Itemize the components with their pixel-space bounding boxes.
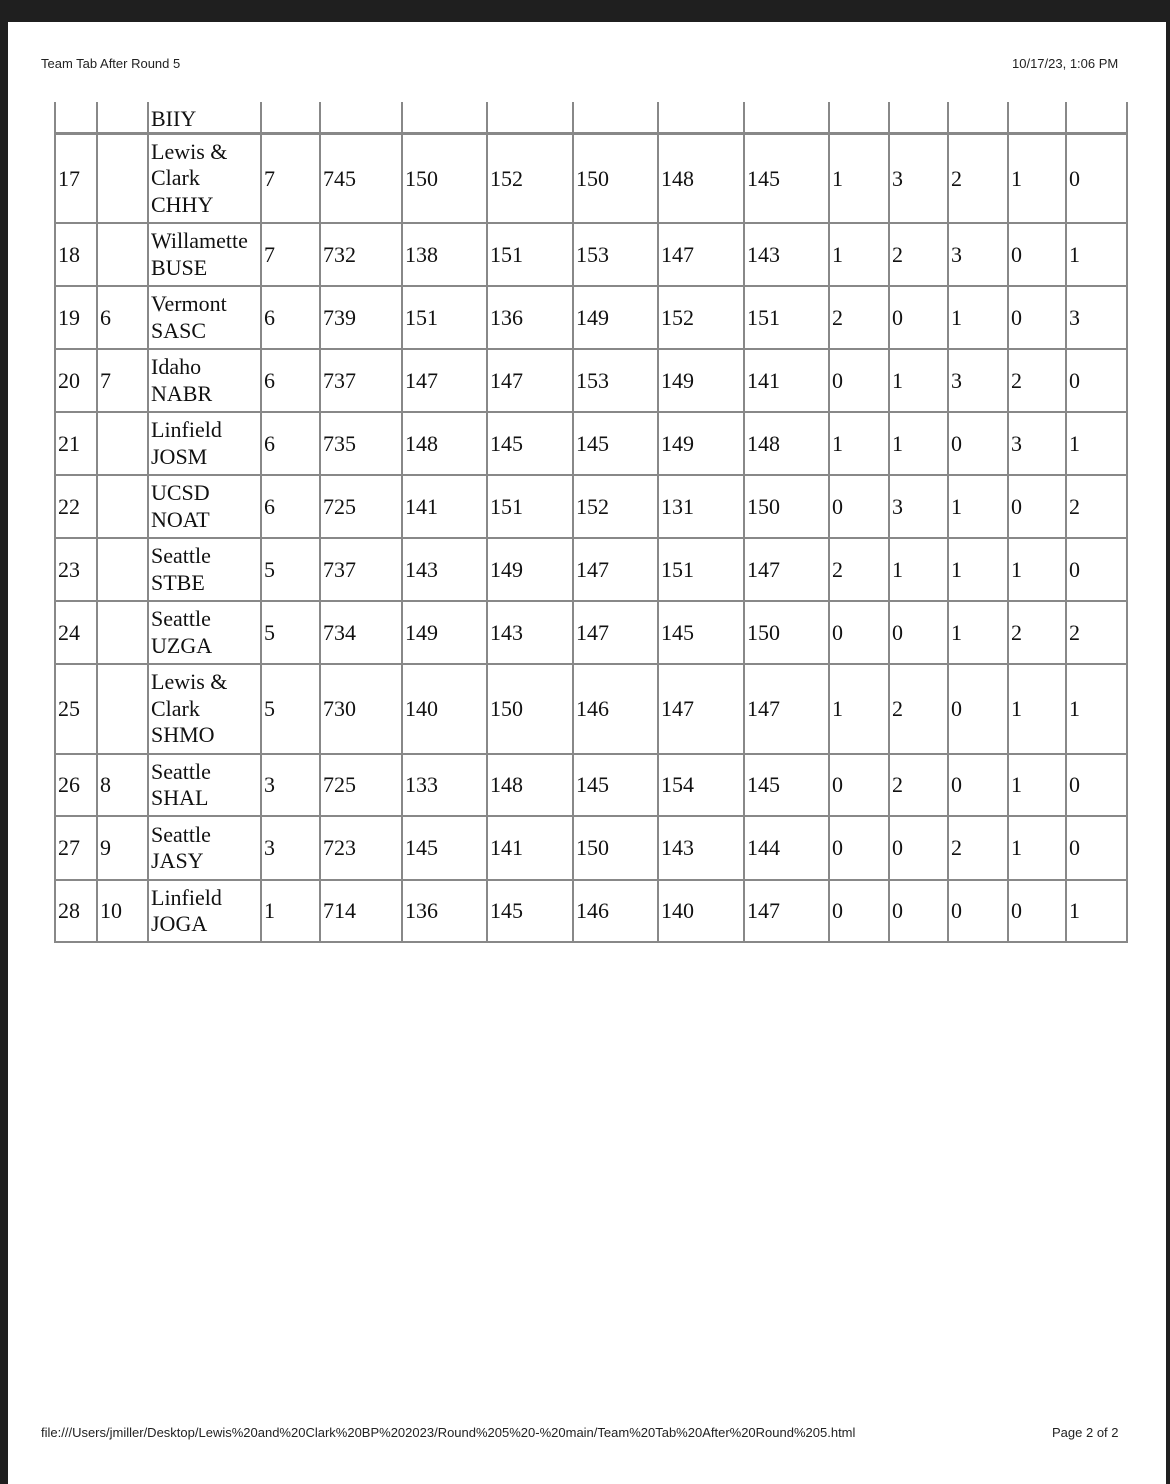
round-1-speaks-cell: 141 bbox=[403, 476, 488, 539]
count-4-cell: 0 bbox=[1009, 224, 1067, 287]
round-4-speaks-cell bbox=[659, 102, 745, 135]
table-row bbox=[54, 539, 1128, 602]
points-cell: 7 bbox=[262, 224, 321, 287]
round-2-speaks-cell: 149 bbox=[488, 539, 574, 602]
points-cell: 1 bbox=[262, 881, 321, 943]
count-2-cell: 0 bbox=[890, 287, 949, 350]
seed-cell bbox=[98, 602, 149, 665]
count-1-cell: 0 bbox=[830, 476, 890, 539]
count-1-cell: 0 bbox=[830, 602, 890, 665]
seed-cell: 10 bbox=[98, 881, 149, 943]
team-name-line: Lewis & bbox=[151, 138, 228, 164]
team-name-line: JOGA bbox=[151, 911, 208, 936]
round-2-speaks-cell bbox=[488, 102, 574, 135]
team-cell bbox=[149, 413, 262, 476]
round-3-speaks-cell: 145 bbox=[574, 755, 659, 817]
count-1-cell bbox=[830, 102, 890, 135]
points-cell: 6 bbox=[262, 413, 321, 476]
team-name-line: Seattle bbox=[151, 606, 211, 631]
team-name-line: SHMO bbox=[151, 722, 215, 748]
rank-cell: 28 bbox=[54, 881, 98, 943]
points-cell: 6 bbox=[262, 287, 321, 350]
team-name-line: STBE bbox=[151, 569, 205, 595]
round-4-speaks-cell: 154 bbox=[659, 755, 745, 817]
team-cell bbox=[149, 755, 262, 817]
seed-cell: 9 bbox=[98, 817, 149, 881]
round-4-speaks-cell: 147 bbox=[659, 224, 745, 287]
count-4-cell: 1 bbox=[1009, 755, 1067, 817]
team-name-line: SASC bbox=[151, 317, 207, 343]
count-4-cell: 1 bbox=[1009, 665, 1067, 755]
table-row bbox=[54, 413, 1128, 476]
round-2-speaks-cell: 143 bbox=[488, 602, 574, 665]
round-5-speaks-cell: 147 bbox=[745, 881, 830, 943]
team-name-line: NABR bbox=[151, 380, 213, 406]
team-name-line: UCSD bbox=[151, 480, 210, 505]
count-1-cell: 1 bbox=[830, 665, 890, 755]
round-1-speaks-cell: 140 bbox=[403, 665, 488, 755]
team-name-line: JASY bbox=[151, 848, 204, 873]
team-name-line: Seattle bbox=[151, 821, 211, 847]
file-path: file:///Users/jmiller/Desktop/Lewis%20and%20Clark%20BP%202023/Round%205%20-%20main/Team%20Tab%20After%20Round%205.html bbox=[41, 1425, 856, 1440]
count-4-cell: 0 bbox=[1009, 881, 1067, 943]
total-speaks-cell: 734 bbox=[321, 602, 403, 665]
points-cell: 5 bbox=[262, 602, 321, 665]
round-5-speaks-cell: 145 bbox=[745, 755, 830, 817]
table-row bbox=[54, 665, 1128, 755]
team-name-line: Seattle bbox=[151, 758, 211, 784]
count-1-cell: 2 bbox=[830, 287, 890, 350]
team-name-line: UZGA bbox=[151, 632, 213, 658]
count-4-cell: 1 bbox=[1009, 817, 1067, 881]
total-speaks-cell: 725 bbox=[321, 755, 403, 817]
round-5-speaks-cell: 147 bbox=[745, 665, 830, 755]
total-speaks-cell: 725 bbox=[321, 476, 403, 539]
count-5-cell: 0 bbox=[1067, 755, 1128, 817]
rank-cell: 24 bbox=[54, 602, 98, 665]
team-name-line: SHAL bbox=[151, 785, 209, 810]
team-name-line: BIIY bbox=[151, 105, 197, 131]
round-5-speaks-cell: 147 bbox=[745, 539, 830, 602]
count-1-cell: 2 bbox=[830, 539, 890, 602]
round-3-speaks-cell: 153 bbox=[574, 224, 659, 287]
count-3-cell: 0 bbox=[949, 665, 1009, 755]
round-5-speaks-cell: 150 bbox=[745, 602, 830, 665]
round-4-speaks-cell: 143 bbox=[659, 817, 745, 881]
points-cell: 5 bbox=[262, 665, 321, 755]
count-3-cell: 3 bbox=[949, 224, 1009, 287]
seed-cell bbox=[98, 224, 149, 287]
count-2-cell: 0 bbox=[890, 881, 949, 943]
round-4-speaks-cell: 149 bbox=[659, 413, 745, 476]
top-frame-bar bbox=[0, 0, 1170, 22]
count-1-cell: 0 bbox=[830, 881, 890, 943]
seed-cell: 7 bbox=[98, 350, 149, 413]
total-speaks-cell bbox=[321, 102, 403, 135]
round-5-speaks-cell: 145 bbox=[745, 135, 830, 224]
count-3-cell: 3 bbox=[949, 350, 1009, 413]
count-5-cell: 3 bbox=[1067, 287, 1128, 350]
count-3-cell bbox=[949, 102, 1009, 135]
seed-cell bbox=[98, 665, 149, 755]
total-speaks-cell: 735 bbox=[321, 413, 403, 476]
rank-cell: 18 bbox=[54, 224, 98, 287]
round-2-speaks-cell: 151 bbox=[488, 224, 574, 287]
right-frame-bar bbox=[1166, 0, 1170, 1484]
total-speaks-cell: 745 bbox=[321, 135, 403, 224]
round-4-speaks-cell: 131 bbox=[659, 476, 745, 539]
round-3-speaks-cell: 149 bbox=[574, 287, 659, 350]
round-5-speaks-cell: 144 bbox=[745, 817, 830, 881]
round-4-speaks-cell: 151 bbox=[659, 539, 745, 602]
team-name-line: Willamette bbox=[151, 228, 248, 253]
team-name-line: CHHY bbox=[151, 191, 214, 217]
total-speaks-cell: 737 bbox=[321, 539, 403, 602]
count-5-cell: 1 bbox=[1067, 413, 1128, 476]
count-5-cell: 0 bbox=[1067, 817, 1128, 881]
count-3-cell: 2 bbox=[949, 135, 1009, 224]
count-5-cell: 2 bbox=[1067, 602, 1128, 665]
seed-cell bbox=[98, 102, 149, 135]
count-1-cell: 0 bbox=[830, 350, 890, 413]
round-3-speaks-cell bbox=[574, 102, 659, 135]
round-5-speaks-cell: 151 bbox=[745, 287, 830, 350]
round-3-speaks-cell: 153 bbox=[574, 350, 659, 413]
team-cell bbox=[149, 476, 262, 539]
count-2-cell: 3 bbox=[890, 476, 949, 539]
round-5-speaks-cell: 141 bbox=[745, 350, 830, 413]
team-cell bbox=[149, 665, 262, 755]
total-speaks-cell: 723 bbox=[321, 817, 403, 881]
count-1-cell: 1 bbox=[830, 135, 890, 224]
count-4-cell: 0 bbox=[1009, 476, 1067, 539]
team-name-line: Lewis & bbox=[151, 669, 228, 695]
count-4-cell: 1 bbox=[1009, 539, 1067, 602]
total-speaks-cell: 714 bbox=[321, 881, 403, 943]
page-title: Team Tab After Round 5 bbox=[41, 56, 181, 71]
table-row bbox=[54, 602, 1128, 665]
round-1-speaks-cell: 138 bbox=[403, 224, 488, 287]
rank-cell: 19 bbox=[54, 287, 98, 350]
round-3-speaks-cell: 146 bbox=[574, 665, 659, 755]
count-2-cell: 2 bbox=[890, 755, 949, 817]
team-cell bbox=[149, 224, 262, 287]
team-cell bbox=[149, 881, 262, 943]
count-3-cell: 1 bbox=[949, 539, 1009, 602]
print-datetime: 10/17/23, 1:06 PM bbox=[1012, 56, 1119, 71]
table-row-continued bbox=[54, 102, 1128, 135]
team-cell bbox=[149, 817, 262, 881]
round-4-speaks-cell: 149 bbox=[659, 350, 745, 413]
count-5-cell: 0 bbox=[1067, 350, 1128, 413]
team-name-line: Vermont bbox=[151, 291, 227, 316]
count-1-cell: 1 bbox=[830, 224, 890, 287]
round-2-speaks-cell: 141 bbox=[488, 817, 574, 881]
round-1-speaks-cell: 148 bbox=[403, 413, 488, 476]
count-1-cell: 0 bbox=[830, 817, 890, 881]
team-cell bbox=[149, 102, 262, 135]
count-5-cell: 2 bbox=[1067, 476, 1128, 539]
round-3-speaks-cell: 147 bbox=[574, 602, 659, 665]
points-cell: 5 bbox=[262, 539, 321, 602]
points-cell: 3 bbox=[262, 755, 321, 817]
team-name-line: Clark bbox=[151, 695, 200, 721]
round-1-speaks-cell: 133 bbox=[403, 755, 488, 817]
team-cell bbox=[149, 539, 262, 602]
team-name-line: Clark bbox=[151, 165, 200, 191]
count-1-cell: 0 bbox=[830, 755, 890, 817]
table-row bbox=[54, 135, 1128, 224]
count-3-cell: 1 bbox=[949, 287, 1009, 350]
total-speaks-cell: 739 bbox=[321, 287, 403, 350]
table-row bbox=[54, 287, 1128, 350]
round-5-speaks-cell: 148 bbox=[745, 413, 830, 476]
round-5-speaks-cell: 150 bbox=[745, 476, 830, 539]
team-name-line: NOAT bbox=[151, 506, 210, 532]
round-2-speaks-cell: 145 bbox=[488, 413, 574, 476]
seed-cell: 8 bbox=[98, 755, 149, 817]
page-number: Page 2 of 2 bbox=[1052, 1425, 1119, 1440]
rank-cell: 23 bbox=[54, 539, 98, 602]
round-2-speaks-cell: 151 bbox=[488, 476, 574, 539]
round-4-speaks-cell: 147 bbox=[659, 665, 745, 755]
round-3-speaks-cell: 150 bbox=[574, 135, 659, 224]
round-1-speaks-cell: 145 bbox=[403, 817, 488, 881]
rank-cell: 25 bbox=[54, 665, 98, 755]
round-1-speaks-cell: 150 bbox=[403, 135, 488, 224]
round-3-speaks-cell: 145 bbox=[574, 413, 659, 476]
team-name-line: JOSM bbox=[151, 443, 208, 469]
total-speaks-cell: 732 bbox=[321, 224, 403, 287]
rank-cell: 27 bbox=[54, 817, 98, 881]
table-row bbox=[54, 224, 1128, 287]
seed-cell bbox=[98, 413, 149, 476]
count-4-cell: 0 bbox=[1009, 287, 1067, 350]
team-name-line: Idaho bbox=[151, 354, 202, 379]
team-cell bbox=[149, 287, 262, 350]
count-5-cell: 1 bbox=[1067, 665, 1128, 755]
round-2-speaks-cell: 152 bbox=[488, 135, 574, 224]
round-3-speaks-cell: 150 bbox=[574, 817, 659, 881]
points-cell: 6 bbox=[262, 350, 321, 413]
seed-cell bbox=[98, 476, 149, 539]
round-1-speaks-cell: 151 bbox=[403, 287, 488, 350]
table-row bbox=[54, 350, 1128, 413]
team-cell bbox=[149, 135, 262, 224]
rank-cell: 26 bbox=[54, 755, 98, 817]
team-cell bbox=[149, 350, 262, 413]
count-4-cell bbox=[1009, 102, 1067, 135]
round-2-speaks-cell: 145 bbox=[488, 881, 574, 943]
round-5-speaks-cell bbox=[745, 102, 830, 135]
total-speaks-cell: 730 bbox=[321, 665, 403, 755]
count-2-cell: 3 bbox=[890, 135, 949, 224]
left-frame-bar bbox=[0, 0, 8, 1484]
count-2-cell: 2 bbox=[890, 665, 949, 755]
count-5-cell: 0 bbox=[1067, 135, 1128, 224]
round-2-speaks-cell: 147 bbox=[488, 350, 574, 413]
count-3-cell: 0 bbox=[949, 755, 1009, 817]
round-1-speaks-cell: 143 bbox=[403, 539, 488, 602]
team-name-line: BUSE bbox=[151, 254, 208, 280]
count-2-cell: 1 bbox=[890, 350, 949, 413]
count-5-cell: 0 bbox=[1067, 539, 1128, 602]
points-cell: 7 bbox=[262, 135, 321, 224]
count-4-cell: 1 bbox=[1009, 135, 1067, 224]
team-name-line: Linfield bbox=[151, 417, 222, 442]
rank-cell: 21 bbox=[54, 413, 98, 476]
count-1-cell: 1 bbox=[830, 413, 890, 476]
round-3-speaks-cell: 146 bbox=[574, 881, 659, 943]
points-cell: 3 bbox=[262, 817, 321, 881]
seed-cell: 6 bbox=[98, 287, 149, 350]
team-name-line: Linfield bbox=[151, 884, 222, 910]
count-5-cell: 1 bbox=[1067, 881, 1128, 943]
round-1-speaks-cell bbox=[403, 102, 488, 135]
count-3-cell: 2 bbox=[949, 817, 1009, 881]
round-1-speaks-cell: 136 bbox=[403, 881, 488, 943]
rank-cell: 20 bbox=[54, 350, 98, 413]
round-4-speaks-cell: 145 bbox=[659, 602, 745, 665]
count-3-cell: 0 bbox=[949, 413, 1009, 476]
count-3-cell: 0 bbox=[949, 881, 1009, 943]
count-2-cell: 1 bbox=[890, 413, 949, 476]
count-2-cell bbox=[890, 102, 949, 135]
count-3-cell: 1 bbox=[949, 602, 1009, 665]
round-1-speaks-cell: 147 bbox=[403, 350, 488, 413]
table-row bbox=[54, 476, 1128, 539]
count-2-cell: 2 bbox=[890, 224, 949, 287]
count-2-cell: 0 bbox=[890, 817, 949, 881]
table-row bbox=[54, 881, 1128, 943]
count-3-cell: 1 bbox=[949, 476, 1009, 539]
table-row bbox=[54, 817, 1128, 881]
count-2-cell: 1 bbox=[890, 539, 949, 602]
count-5-cell: 1 bbox=[1067, 224, 1128, 287]
rank-cell: 17 bbox=[54, 135, 98, 224]
count-2-cell: 0 bbox=[890, 602, 949, 665]
count-4-cell: 2 bbox=[1009, 602, 1067, 665]
count-4-cell: 2 bbox=[1009, 350, 1067, 413]
team-cell bbox=[149, 602, 262, 665]
count-4-cell: 3 bbox=[1009, 413, 1067, 476]
rank-cell: 22 bbox=[54, 476, 98, 539]
round-3-speaks-cell: 147 bbox=[574, 539, 659, 602]
round-1-speaks-cell: 149 bbox=[403, 602, 488, 665]
total-speaks-cell: 737 bbox=[321, 350, 403, 413]
count-5-cell bbox=[1067, 102, 1128, 135]
round-4-speaks-cell: 140 bbox=[659, 881, 745, 943]
round-4-speaks-cell: 148 bbox=[659, 135, 745, 224]
points-cell bbox=[262, 102, 321, 135]
seed-cell bbox=[98, 539, 149, 602]
points-cell: 6 bbox=[262, 476, 321, 539]
round-2-speaks-cell: 148 bbox=[488, 755, 574, 817]
team-tab-table bbox=[54, 102, 1128, 943]
round-2-speaks-cell: 136 bbox=[488, 287, 574, 350]
round-5-speaks-cell: 143 bbox=[745, 224, 830, 287]
round-2-speaks-cell: 150 bbox=[488, 665, 574, 755]
table-row bbox=[54, 755, 1128, 817]
team-name-line: Seattle bbox=[151, 543, 211, 568]
seed-cell bbox=[98, 135, 149, 224]
round-4-speaks-cell: 152 bbox=[659, 287, 745, 350]
round-3-speaks-cell: 152 bbox=[574, 476, 659, 539]
rank-cell bbox=[54, 102, 98, 135]
